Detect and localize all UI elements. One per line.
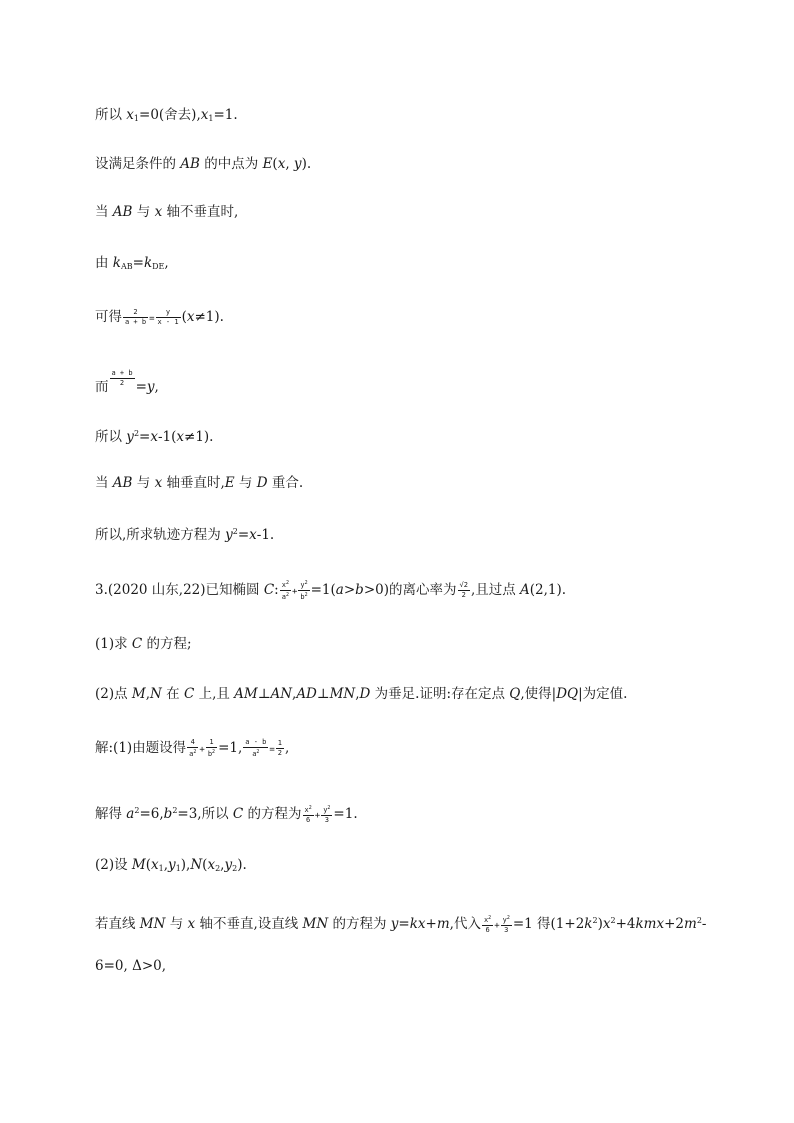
text: ≠1). bbox=[194, 309, 224, 325]
numerator: y bbox=[156, 308, 181, 318]
text: (1)求 bbox=[95, 636, 132, 652]
text: ), bbox=[180, 857, 191, 873]
text: , bbox=[284, 740, 290, 756]
subscript: 2 bbox=[232, 864, 238, 873]
var-C: C bbox=[263, 582, 275, 598]
text-line-3 bbox=[95, 202, 238, 222]
denominator: a + b bbox=[125, 318, 147, 326]
var-AN: AN bbox=[270, 686, 293, 702]
text: 的中点为 bbox=[199, 156, 263, 172]
var-y: y bbox=[293, 156, 302, 172]
text: -1. bbox=[256, 527, 275, 543]
var-C: C bbox=[232, 806, 244, 822]
text: : bbox=[274, 582, 279, 598]
denominator: x - 1 bbox=[157, 318, 179, 326]
subscript: 2 bbox=[215, 864, 221, 873]
text-line-15 bbox=[95, 855, 247, 879]
text: +4 bbox=[615, 916, 636, 932]
text: = bbox=[149, 314, 155, 324]
denominator: 2 bbox=[461, 591, 466, 599]
text-line-6 bbox=[95, 369, 159, 397]
text: , bbox=[285, 156, 294, 172]
text-line-11 bbox=[95, 634, 192, 654]
text: ( bbox=[202, 857, 208, 873]
subscript: 1 bbox=[175, 864, 181, 873]
numerator: $y^2$ bbox=[502, 915, 510, 924]
text: , bbox=[292, 686, 297, 702]
var-x: x bbox=[150, 429, 158, 445]
var-x: x bbox=[417, 916, 426, 932]
denominator: 2 bbox=[277, 749, 282, 757]
text: > bbox=[343, 582, 356, 598]
numerator: √2 bbox=[459, 581, 468, 589]
text: + bbox=[199, 745, 205, 755]
text-line-12 bbox=[95, 684, 627, 704]
fraction bbox=[187, 738, 198, 759]
text: (2)设 bbox=[95, 857, 132, 873]
var-N: N bbox=[190, 857, 203, 873]
var-y: y bbox=[146, 379, 155, 395]
text: 设满足条件的 bbox=[95, 156, 181, 172]
fraction bbox=[501, 914, 512, 935]
text: , bbox=[163, 857, 169, 873]
text: 而 bbox=[95, 379, 109, 395]
numerator: 1 bbox=[277, 739, 282, 747]
text: 与 bbox=[132, 475, 155, 491]
text: +2 bbox=[664, 916, 684, 932]
var-m: m bbox=[684, 916, 697, 932]
text-line-4 bbox=[95, 253, 169, 277]
text: 的方程为 bbox=[328, 916, 391, 932]
text-line-17 bbox=[95, 956, 166, 976]
text: ,使得| bbox=[520, 686, 557, 702]
var-Q: Q bbox=[509, 686, 521, 702]
text: 轴不垂直时, bbox=[162, 204, 239, 220]
text: 3.(2020 山东,22)已知椭圆 bbox=[95, 582, 264, 598]
superscript: 2 bbox=[133, 429, 140, 438]
text: 上,且 bbox=[194, 686, 235, 702]
text: + bbox=[425, 916, 437, 932]
denominator: 6 bbox=[306, 816, 311, 824]
text: =1. bbox=[333, 806, 358, 822]
text: ⊥ bbox=[316, 686, 330, 702]
var-k: k bbox=[143, 255, 153, 271]
var-x: x bbox=[207, 857, 216, 873]
var-b: b bbox=[355, 582, 364, 598]
superscript: 2 bbox=[610, 916, 616, 925]
text: , bbox=[220, 857, 225, 873]
text: (2)点 bbox=[95, 686, 132, 702]
var-AD: AD bbox=[296, 686, 317, 702]
text: + bbox=[314, 811, 321, 821]
text: , bbox=[355, 686, 360, 702]
fraction bbox=[276, 739, 284, 758]
denominator: $b^2$ bbox=[300, 592, 308, 601]
text: 由 bbox=[95, 255, 113, 271]
text-line-10 bbox=[95, 579, 566, 602]
var-x: x bbox=[151, 857, 159, 873]
text-line-1 bbox=[95, 105, 238, 129]
var-MN: MN bbox=[302, 916, 329, 932]
text: (2,1). bbox=[529, 582, 567, 598]
var-x: x bbox=[249, 527, 257, 543]
text: ⊥ bbox=[257, 686, 271, 702]
text: = bbox=[269, 745, 275, 755]
var-y: y bbox=[224, 857, 233, 873]
text-line-5 bbox=[95, 307, 224, 329]
var-C: C bbox=[183, 686, 195, 702]
denominator: $b^2$ bbox=[207, 749, 216, 758]
var-D: D bbox=[256, 475, 268, 491]
fraction bbox=[110, 369, 135, 388]
text-line-7 bbox=[95, 424, 213, 447]
text: 解得 bbox=[95, 806, 127, 822]
text: 轴垂直时, bbox=[162, 475, 225, 491]
fraction bbox=[482, 914, 493, 935]
numerator: $x^2$ bbox=[483, 915, 492, 924]
var-M: M bbox=[131, 686, 146, 702]
var-a: a bbox=[335, 582, 344, 598]
text: ). bbox=[237, 857, 247, 873]
text: 所以 bbox=[95, 429, 127, 445]
numerator: 2 bbox=[123, 308, 148, 318]
text: 与 bbox=[234, 475, 257, 491]
var-AM: AM bbox=[234, 686, 258, 702]
fraction bbox=[298, 579, 309, 602]
text: 的方程; bbox=[142, 636, 192, 652]
text: 在 bbox=[161, 686, 184, 702]
text: |为定值. bbox=[578, 686, 628, 702]
subscript: AB bbox=[120, 262, 133, 271]
text: ) bbox=[597, 916, 603, 932]
text: ,且过点 bbox=[470, 582, 521, 598]
fraction bbox=[303, 804, 314, 825]
var-DQ: DQ bbox=[556, 686, 579, 702]
var-x: x bbox=[126, 107, 134, 123]
text: = bbox=[398, 916, 410, 932]
text-line-14 bbox=[95, 801, 358, 826]
numerator: a + b bbox=[111, 369, 133, 377]
var-x: x bbox=[186, 309, 195, 325]
text: = bbox=[139, 429, 151, 445]
numerator: a - b bbox=[245, 738, 267, 746]
text: =1. bbox=[213, 107, 238, 123]
superscript: 2 bbox=[232, 527, 238, 536]
var-m: m bbox=[436, 916, 450, 932]
fraction bbox=[280, 579, 291, 602]
var-MN: MN bbox=[139, 916, 166, 932]
text: = bbox=[132, 255, 144, 271]
denominator: $a^2$ bbox=[252, 749, 260, 758]
numerator: $y^2$ bbox=[323, 805, 331, 814]
text: =1, bbox=[218, 740, 243, 756]
text: 的方程为 bbox=[243, 806, 302, 822]
var-AB: AB bbox=[112, 204, 133, 220]
subscript: DE bbox=[152, 262, 165, 271]
var-k: k bbox=[112, 255, 121, 271]
var-x: x bbox=[176, 429, 185, 445]
text-line-9 bbox=[95, 522, 274, 545]
subscript: 1 bbox=[158, 864, 164, 873]
var-y: y bbox=[225, 527, 233, 543]
text: ). bbox=[301, 156, 312, 172]
denominator: 3 bbox=[324, 816, 329, 824]
text: ( bbox=[272, 156, 278, 172]
text: , bbox=[145, 686, 151, 702]
var-y: y bbox=[126, 429, 134, 445]
subscript: 1 bbox=[133, 114, 140, 123]
text: =0(舍去), bbox=[139, 107, 201, 123]
denominator: 2 bbox=[119, 379, 125, 387]
text: 若直线 bbox=[95, 916, 140, 932]
text: , bbox=[164, 255, 169, 271]
denominator: 6 bbox=[485, 926, 490, 934]
text: ≠1). bbox=[184, 429, 214, 445]
var-MN: MN bbox=[329, 686, 356, 702]
numerator: $y^2$ bbox=[300, 580, 308, 589]
var-b: b bbox=[163, 806, 173, 822]
text: - bbox=[701, 916, 707, 932]
denominator: 3 bbox=[504, 926, 509, 934]
text: + bbox=[291, 587, 298, 597]
text: 6=0, Δ>0, bbox=[95, 958, 167, 974]
text-line-8 bbox=[95, 473, 303, 493]
var-x: x bbox=[602, 916, 611, 932]
var-x: x bbox=[154, 475, 163, 491]
text: 与 bbox=[132, 204, 155, 220]
text: 重合. bbox=[267, 475, 304, 491]
text: = bbox=[135, 379, 147, 395]
fraction bbox=[206, 738, 217, 759]
text: ,代入 bbox=[449, 916, 481, 932]
var-y: y bbox=[168, 857, 176, 873]
var-D: D bbox=[359, 686, 371, 702]
var-E: E bbox=[262, 156, 273, 172]
text: 与 bbox=[165, 916, 188, 932]
superscript: 2 bbox=[696, 916, 702, 925]
text: ( bbox=[181, 309, 187, 325]
text-line-16 bbox=[95, 911, 706, 936]
text: 当 bbox=[95, 204, 113, 220]
text: ( bbox=[145, 857, 152, 873]
text: 所以 bbox=[95, 107, 127, 123]
denominator: $a^2$ bbox=[189, 749, 197, 758]
fraction bbox=[243, 738, 268, 759]
var-x: x bbox=[277, 156, 286, 172]
text-line-2 bbox=[95, 154, 311, 174]
var-AB: AB bbox=[112, 475, 133, 491]
var-M: M bbox=[131, 857, 146, 873]
text: 为垂足.证明:存在定点 bbox=[370, 686, 510, 702]
var-k: k bbox=[409, 916, 418, 932]
var-AB: AB bbox=[180, 156, 200, 172]
var-E: E bbox=[224, 475, 235, 491]
var-x: x bbox=[154, 204, 163, 220]
var-k: k bbox=[584, 916, 593, 932]
fraction bbox=[123, 308, 148, 327]
var-N: N bbox=[150, 686, 162, 702]
text: 解:(1)由题设得 bbox=[95, 740, 187, 756]
numerator: 4 bbox=[187, 738, 198, 748]
superscript: 2 bbox=[134, 806, 140, 815]
text: =1 得(1+2 bbox=[512, 916, 585, 932]
text: =3,所以 bbox=[177, 806, 233, 822]
text: 所以,所求轨迹方程为 bbox=[95, 527, 226, 543]
text: 轴不垂直,设直线 bbox=[195, 916, 303, 932]
text: -1( bbox=[157, 429, 177, 445]
text: , bbox=[154, 379, 159, 395]
numerator: 1 bbox=[206, 738, 217, 748]
text: =6, bbox=[139, 806, 164, 822]
var-A: A bbox=[520, 582, 530, 598]
denominator: $a^2$ bbox=[281, 592, 289, 601]
var-kmx: kmx bbox=[635, 916, 665, 932]
var-x: x bbox=[187, 916, 196, 932]
fraction bbox=[156, 308, 181, 327]
var-a: a bbox=[126, 806, 135, 822]
numerator: $x^2$ bbox=[281, 580, 289, 589]
var-C: C bbox=[131, 636, 143, 652]
text-line-13 bbox=[95, 738, 289, 760]
subscript: 1 bbox=[208, 114, 214, 123]
numerator: $x^2$ bbox=[304, 805, 312, 814]
text: 可得 bbox=[95, 309, 122, 325]
fraction bbox=[321, 804, 332, 825]
text: =1( bbox=[310, 582, 336, 598]
var-y: y bbox=[390, 916, 399, 932]
text: + bbox=[494, 921, 500, 931]
text: = bbox=[237, 527, 250, 543]
var-x: x bbox=[200, 107, 209, 123]
fraction bbox=[458, 581, 470, 600]
superscript: 2 bbox=[172, 806, 178, 815]
text: >0)的离心率为 bbox=[363, 582, 457, 598]
superscript: 2 bbox=[592, 916, 598, 925]
text: 当 bbox=[95, 475, 113, 491]
